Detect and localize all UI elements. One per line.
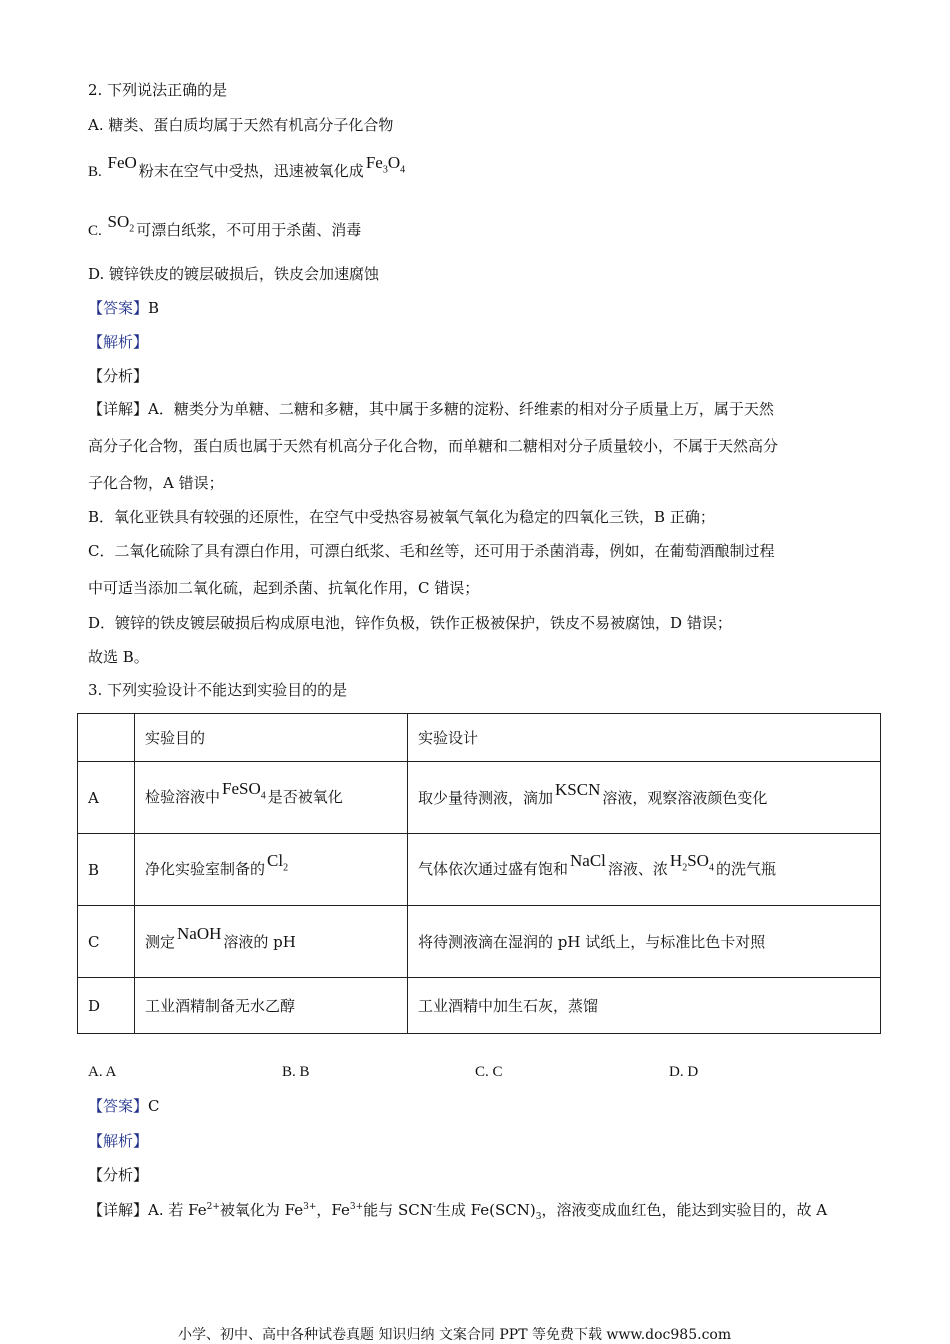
table-header-row [78,714,881,762]
experiment-table [77,713,881,1034]
q2-detail-line-3: 子化合物，A 错误； [88,474,224,492]
row-label: B [78,834,135,906]
q2-detail-line-4: B．氧化亚铁具有较强的还原性，在空气中受热容易被氧气氧化为稳定的四氧化三铁，B 正确； [88,508,715,526]
q2-option-a: A. 糖类、蛋白质均属于天然有机高分子化合物 [88,116,394,134]
row-purpose: 检验溶液中 FeSO$_4$ 是否被氧化 [135,762,408,834]
q3-analysis-label: 【解析】 [88,1132,149,1150]
q2-detail-line-8: 故选 B。 [88,648,149,666]
q2-detail-line-5: C．二氧化硫除了具有漂白作用，可漂白纸浆、毛和丝等，还可用于杀菌消毒，例如，在葡萄酒酿制过程 [88,542,775,560]
row-purpose: 净化实验室制备的 $Cl_2$ [135,834,408,906]
q2-option-d: D. 镀锌铁皮的镀层破损后，铁皮会加速腐蚀 [88,265,380,283]
table-header-cell: 实验目的 [135,714,408,762]
q2-analysis-label: 【解析】 [88,333,149,351]
q3-choice-b: B. B [282,1064,310,1080]
table-header-cell: 实验设计 [408,714,881,762]
row-purpose: 工业酒精制备无水乙醇 [135,978,408,1034]
table-row [78,834,881,906]
q2-detail-line-6: 中可适当添加二氧化硫，起到杀菌、抗氧化作用，C 错误； [88,579,480,597]
q2-stem: 2. 下列说法正确的是 [88,81,228,99]
q3-detail-line-1: 【详解】A. 若 $Fe^{2+}$被氧化为 $Fe^{3+}$，$Fe^{3+}$能与 SCN-生成 $Fe(SCN)_3$，溶液变成血红色，能达到实验目的，故 A [88,1201,828,1222]
table-row [78,978,881,1034]
q2-answer: 【答案】B [88,299,160,317]
row-label: C [78,906,135,978]
q3-answer: 【答案】C [88,1097,160,1115]
row-design: 将待测液滴在湿润的 pH 试纸上，与标准比色卡对照 [408,906,881,978]
q3-fenxi-label: 【分析】 [88,1166,149,1184]
row-purpose: 测定 NaOH 溶液的 pH [135,906,408,978]
row-design: 工业酒精中加生石灰，蒸馏 [408,978,881,1034]
footer-banner: 小学、初中、高中各种试卷真题 知识归纳 文案合同 PPT 等免费下载 www.doc985.com [178,1327,732,1343]
q3-choice-d: D. D [669,1064,699,1080]
q2-detail-line-7: D．镀锌的铁皮镀层破损后构成原电池，锌作负极，铁作正极被保护，铁皮不易被腐蚀，D 错误； [88,614,732,632]
row-design: 取少量待测液，滴加 KSCN 溶液，观察溶液颜色变化 [408,762,881,834]
q3-stem: 3. 下列实验设计不能达到实验目的的是 [88,681,348,699]
table-row [78,906,881,978]
q2-detail-line-2: 高分子化合物，蛋白质也属于天然有机高分子化合物，而单糖和二糖相对分子质量较小，不属于天然高分 [88,437,779,455]
row-label: D [78,978,135,1034]
row-design: 气体依次通过盛有饱和 NaCl 溶液、浓 $H_2SO_4$ 的洗气瓶 [408,834,881,906]
row-label: A [78,762,135,834]
table-header-cell [78,714,135,762]
q2-option-b: B. FeO 粉末在空气中受热，迅速被氧化成 $Fe_3O_4$ [88,153,406,180]
q2-option-c: C. $SO_2$ 可漂白纸浆，不可用于杀菌、消毒 [88,212,362,239]
q3-choice-c: C. C [475,1064,503,1080]
q2-detail-line-1: 【详解】A．糖类分为单糖、二糖和多糖，其中属于多糖的淀粉、纤维素的相对分子质量上万，属于天然 [88,400,774,418]
q2-fenxi-label: 【分析】 [88,367,149,385]
q3-choice-a: A. A [88,1064,117,1080]
table-row [78,762,881,834]
